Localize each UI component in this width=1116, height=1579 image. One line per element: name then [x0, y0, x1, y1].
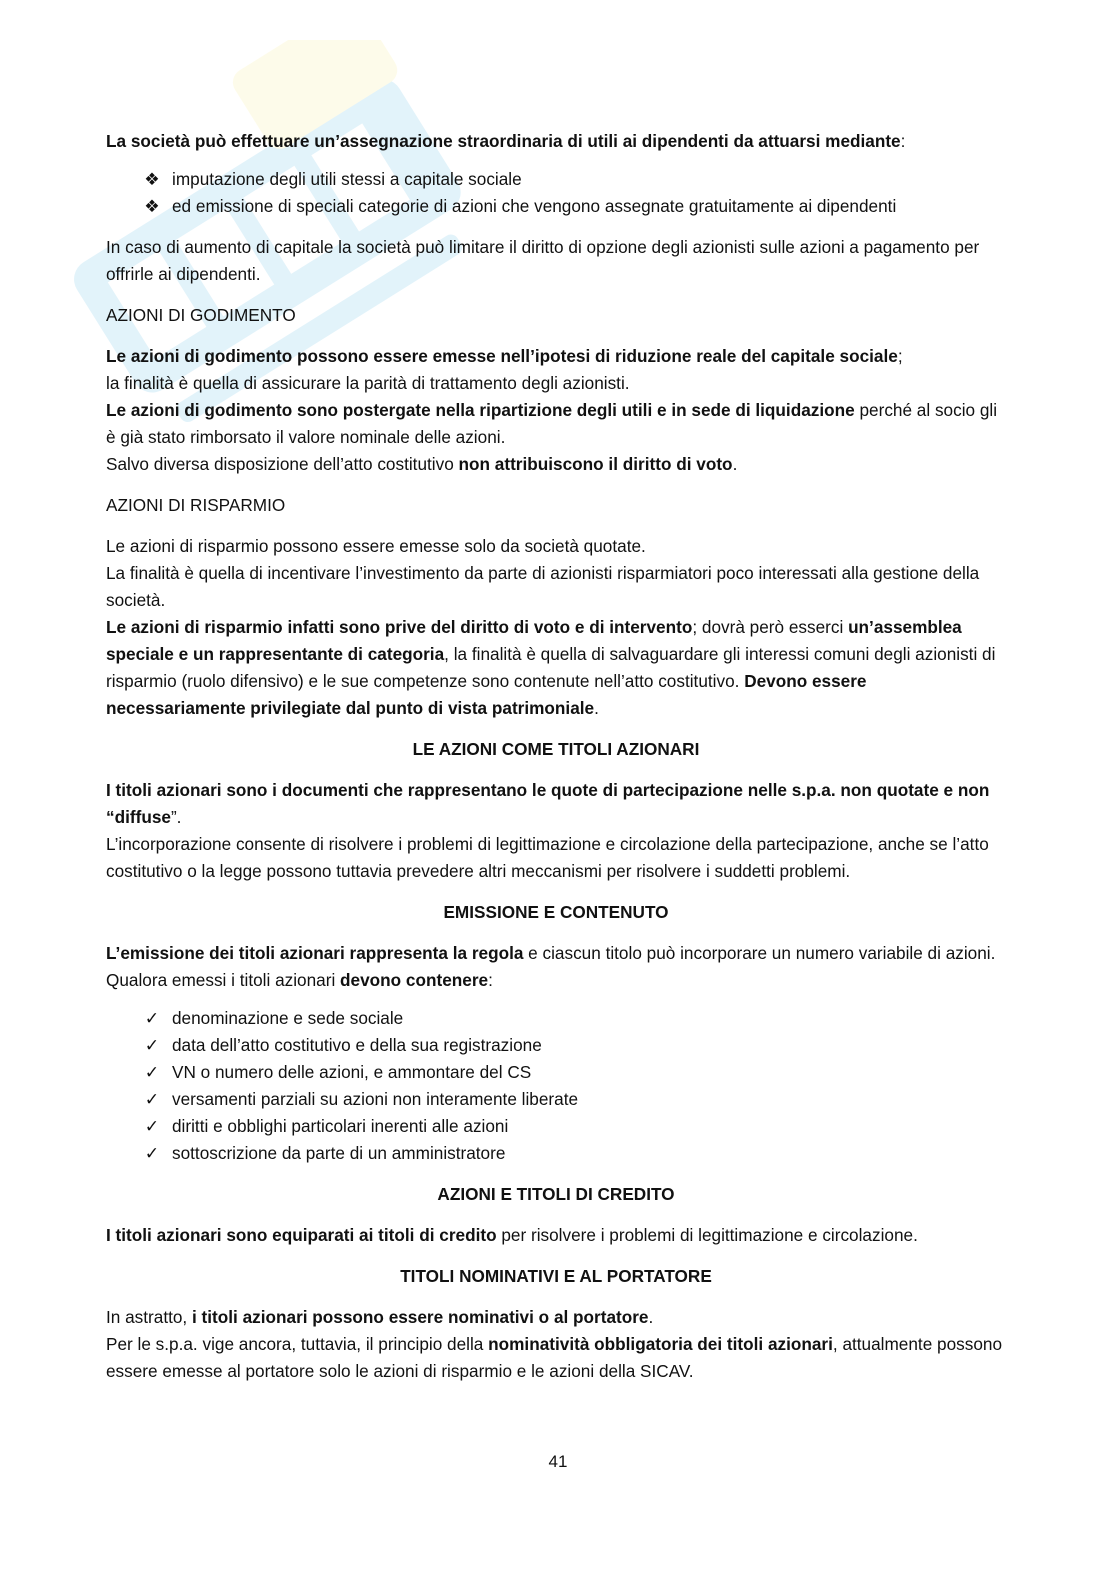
contents-checklist [106, 1005, 1006, 1167]
heading-titoli-credito: AZIONI E TITOLI DI CREDITO [437, 1184, 675, 1204]
check-icon: ✓ [144, 1116, 160, 1136]
godimento-paragraph: Le azioni di godimento possono essere emesse nell’ipotesi di riduzione reale del capitale sociale; la finalità è quella di assicurare la parità di trattamento degli azionisti. Le azioni di godimento sono postergate nella ripartizione degli utili e in sede di liquidazione perché al socio gli è già stato rimborsato il valore nominale delle azioni. Salvo diversa disposizione dell’atto costitutivo non attribuiscono il diritto di voto. [106, 346, 998, 474]
diamond-bullet-icon: ❖ [144, 196, 160, 216]
heading-titoli-azionari: LE AZIONI COME TITOLI AZIONARI [412, 739, 700, 759]
section-label-risparmio: AZIONI DI RISPARMIO [106, 495, 286, 515]
check-icon: ✓ [144, 1062, 160, 1082]
assignment-list [106, 166, 1006, 220]
list-item: ✓ versamenti parziali su azioni non interamente liberate [106, 1086, 1006, 1113]
list-item: ✓ denominazione e sede sociale [106, 1005, 1006, 1032]
heading-nominativi: TITOLI NOMINATIVI E AL PORTATORE [400, 1266, 712, 1286]
list-item: ❖ imputazione degli utili stessi a capitale sociale [106, 166, 1006, 193]
titoli-paragraph: I titoli azionari sono i documenti che rappresentano le quote di partecipazione nelle s.p.a. non quotate e non “diffuse”. L’incorporazione consente di risolvere i problemi di legittimazione e circolazione della partecipazione, anche se l’atto costitutivo o la legge possono tuttavia prevedere altri meccanismi per risolvere i suddetti problemi. [106, 780, 990, 881]
list-item: ✓ data dell’atto costitutivo e della sua registrazione [106, 1032, 1006, 1059]
check-icon: ✓ [144, 1035, 160, 1055]
nominativi-paragraph: In astratto, i titoli azionari possono essere nominativi o al portatore. Per le s.p.a. vige ancora, tuttavia, il principio della nominatività obbligatoria dei titoli azionari, attualmente possono essere emesse al portatore solo le azioni di risparmio e le azioni della SICAV. [106, 1307, 1003, 1381]
list-item: ❖ ed emissione di speciali categorie di azioni che vengono assegnate gratuitamente ai dipendenti [106, 193, 1006, 220]
intro-bold: La società può effettuare un’assegnazione straordinaria di utili ai dipendenti da attuarsi mediante [106, 131, 901, 151]
list-item: ✓ VN o numero delle azioni, e ammontare del CS [106, 1059, 1006, 1086]
list-item: ✓ diritti e obblighi particolari inerenti alle azioni [106, 1113, 1006, 1140]
list-item: ✓ sottoscrizione da parte di un amministratore [106, 1140, 1006, 1167]
heading-emissione: EMISSIONE E CONTENUTO [443, 902, 669, 922]
intro-paragraph: La società può effettuare un’assegnazione straordinaria di utili ai dipendenti da attuarsi mediante: [106, 131, 906, 151]
check-icon: ✓ [144, 1089, 160, 1109]
risparmio-paragraph: Le azioni di risparmio possono essere emesse solo da società quotate. La finalità è quella di incentivare l’investimento da parte di azionisti risparmiatori poco interessati alla gestione della società. Le azioni di risparmio infatti sono prive del diritto di voto e di intervento; dovrà però esserci un’assemblea speciale e un rappresentante di categoria, la finalità è quella di salvaguardare gli interessi comuni degli azionisti di risparmio (ruolo difensivo) e le sue competenze sono contenute nell’atto costitutivo. Devono essere necessariamente privilegiate dal punto di vista patrimoniale. [106, 536, 996, 718]
emissione-paragraph: L’emissione dei titoli azionari rappresenta la regola e ciascun titolo può incorporare un numero variabile di azioni. Qualora emessi i titoli azionari devono contenere: [106, 943, 996, 990]
page-number: 41 [548, 1452, 568, 1471]
document-body [106, 128, 1006, 1399]
diamond-bullet-icon: ❖ [144, 169, 160, 189]
capital-increase-paragraph: In caso di aumento di capitale la società può limitare il diritto di opzione degli azionisti sulle azioni a pagamento per offrirle ai dipendenti. [106, 237, 980, 284]
section-label-godimento: AZIONI DI GODIMENTO [106, 305, 296, 325]
check-icon: ✓ [144, 1008, 160, 1028]
check-icon: ✓ [144, 1143, 160, 1163]
credito-paragraph: I titoli azionari sono equiparati ai titoli di credito per risolvere i problemi di legittimazione e circolazione. [106, 1225, 918, 1245]
